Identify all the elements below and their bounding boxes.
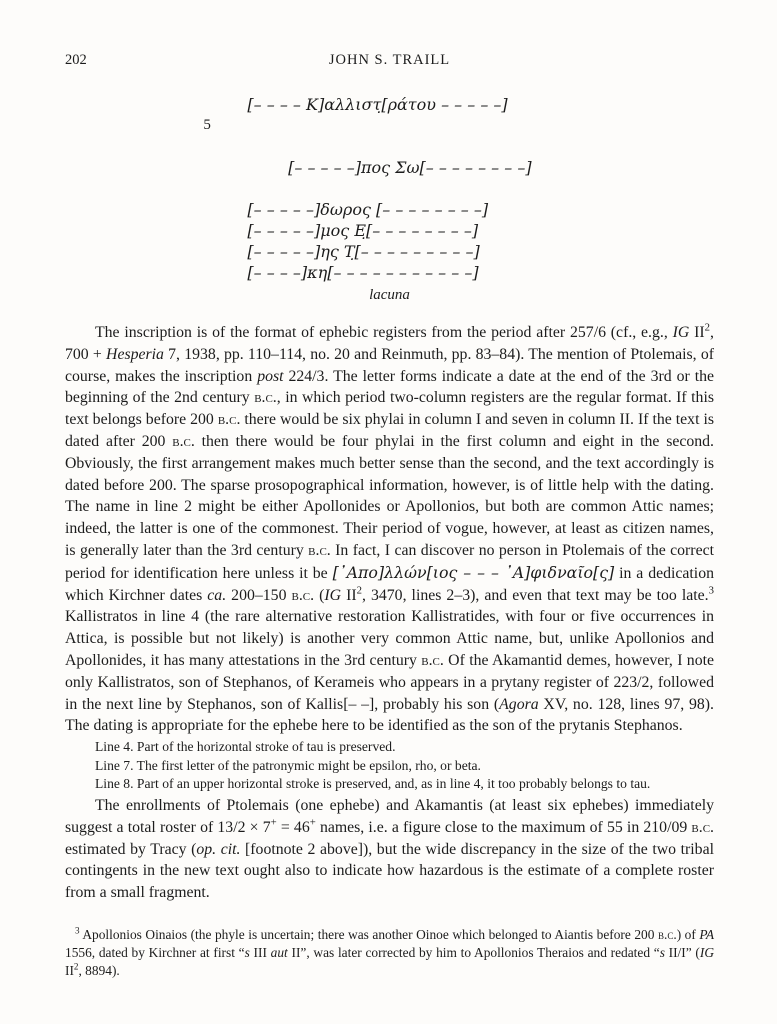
inscription-line-2-text: [– – – – –]πος Σω[– – – – – – – –] — [288, 158, 532, 177]
inscription-line-6: [– – – –]κη[– – – – – – – – – – –] — [247, 263, 479, 282]
inscription-lines — [203, 94, 532, 306]
page-header — [65, 52, 714, 70]
inscription-block — [65, 94, 714, 306]
inscription-line-4: [– – – – –]μος Ε̣[– – – – – – – –] — [247, 221, 479, 240]
inscription-line-2 — [203, 115, 532, 199]
note-line-4: Line 4. Part of the horizontal stroke of tau is preserved. — [95, 739, 396, 755]
lacuna-label: lacuna — [369, 287, 410, 303]
article-body — [65, 322, 714, 904]
inscription-line-3: [– – – – –]δωρος [– – – – – – – –] — [247, 200, 489, 219]
inscription-line-1: [– – – – Κ]αλλιστ̣[ράτου – – – – –] — [247, 95, 508, 114]
note-line-7: Line 7. The first letter of the patronymic might be epsilon, rho, or beta. — [95, 757, 481, 773]
paragraph-discussion: The inscription is of the format of ephebic registers from the period after 257/6 (cf., e.g., IG $II^2$, 700 + Hesperia 7, 1938, pp. 110–114, no. 20 and Reinmuth, pp. 83–84). The mention of Ptolemais, of course, makes the inscription post 224/3. The letter forms indicate a date at the end of the 3rd or the beginning of the 2nd century b.c., in which period two-column registers are the regular format. If this text belongs before 200 b.c. there would be six phylai in column I and seven in column II. If the text is dated after 200 b.c. then there would be four phylai in the first column and eight in the second. Obviously, the first arrangement makes much better sense than the second, and the text accordingly is dated before 200. The sparse prosopographical information, however, is of little help with the dating. The name in line 2 might be either Apollonides or Apollonios, but both are common Attic names; indeed, the latter is one of the commonest. Their period of vogue, however, at least as citizen names, is generally later than the 3rd century b.c. In fact, I can discover no person in Ptolemais of the correct period for identification here unless it be [᾿Απο]λλών[ιος – – – ᾿Α]φιδναῖο[ς] in a dedication which Kirchner dates ca. 200–150 b.c. (IG $II^2$, 3470, lines 2–3), and even that text may be too late.$^3$ Kallistratos in line 4 (the rare alternative restoration Kallistratides, with four or five occurrences in Attica, is possible but not likely) is another very common Attic name, but, unlike Apollonios and Apollonides, it has many attestations in the 3rd century b.c. Of the Akamantid demes, however, I note only Kallistratos, son of Stephanos, of Kerameis who appears in a prytany register of 223/2, followed in the next line by Stephanos, son of Kallis[– –], probably his son (Agora XV, no. 128, lines 97, 98). The dating is appropriate for the ephebe here to be identified as the son of the prytanis Stephanos. — [65, 321, 715, 735]
paragraph-enrollments: The enrollments of Ptolemais (one ephebe) and Akamantis (at least six ephebes) immediately suggest a total roster of 13/2 × 7+ = 46+ names, i.e. a figure close to the maximum of 55 in 210/09 b.c. estimated by Tracy (op. cit. [footnote 2 above]), but the wide discrepancy in the size of the two tribal contingents in the new text ought also to indicate how hazardous is the estimate of a complete roster from a small fragment. — [65, 796, 714, 902]
inscription-line-5: [– – – – –]ης Τ̣[– – – – – – – – –] — [247, 242, 480, 261]
footnote-3: $^3$ Apollonios Oinaios (the phyle is uncertain; there was another Oinoe which belonged to Aiantis before 200 b.c.) of PA 1556, dated by Kirchner at first “s III aut II”, was later corrected by him to Apollonios Theraios and redated “s II/I” (IG $II^2$, 8894). — [65, 925, 715, 979]
running-head: JOHN S. TRAILL — [328, 52, 451, 68]
line-notes — [65, 738, 714, 794]
page-number: 202 — [65, 52, 87, 68]
inscription-line-number: 5 — [203, 117, 211, 133]
note-line-8: Line 8. Part of an upper horizontal stroke is preserved, and, as in line 4, it too probably belongs to tau. — [95, 776, 651, 792]
